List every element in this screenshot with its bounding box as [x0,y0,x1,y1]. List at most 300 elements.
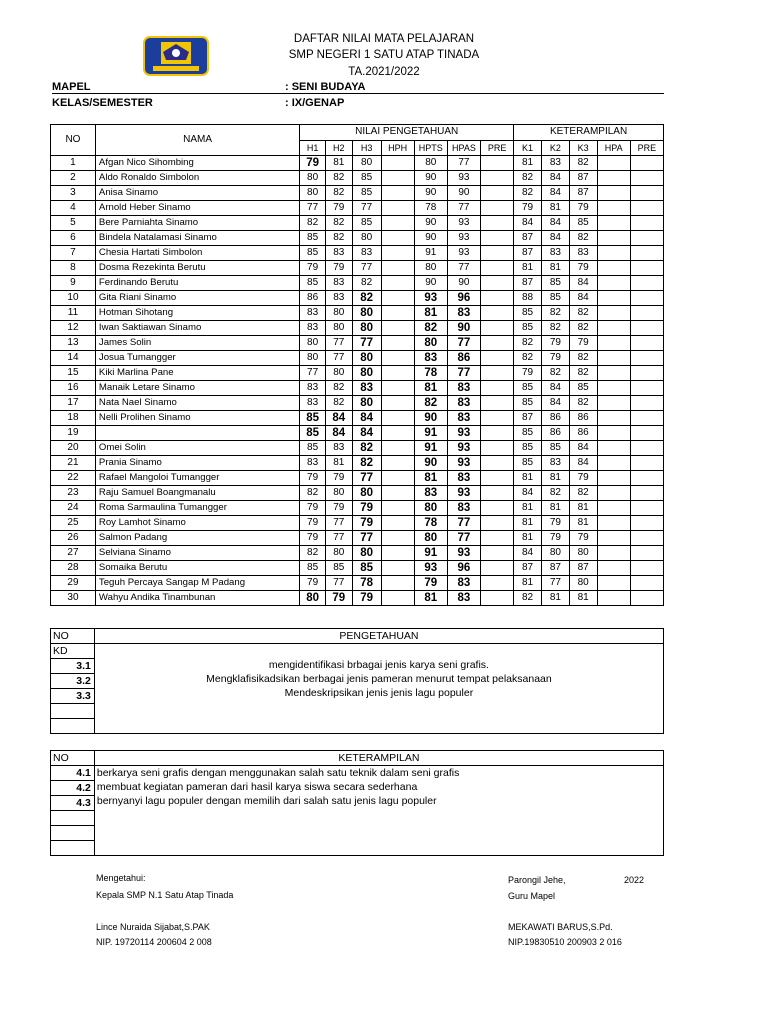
grade-cell: 91 [414,546,447,561]
grade-cell: 83 [447,411,480,426]
grade-cell: 78 [352,576,381,591]
grade-cell: 80 [300,591,326,606]
grade-cell: 86 [541,426,569,441]
grade-cell [597,381,630,396]
grade-cell: 82 [514,336,542,351]
grade-cell: 85 [541,441,569,456]
grade-cell: 79 [300,156,326,171]
grade-cell: 82 [325,216,352,231]
grade-cell: 80 [352,156,381,171]
grade-cell [630,591,663,606]
row-no: 25 [51,516,96,531]
grade-cell [630,351,663,366]
grade-cell: 81 [414,591,447,606]
subheader-hpas: HPAS [447,140,480,156]
grade-cell [630,186,663,201]
grade-cell: 77 [447,516,480,531]
row-no: 14 [51,351,96,366]
row-no: 10 [51,291,96,306]
grade-cell: 82 [325,231,352,246]
keterampilan-item-text: membuat kegiatan pameran dari hasil karya siswa secara sederhana [96,781,418,793]
grade-cell: 77 [541,576,569,591]
grade-cell [381,231,414,246]
grade-cell: 84 [541,396,569,411]
kelas-value: : IX/GENAP [285,97,345,109]
grade-cell [481,246,514,261]
grade-cell: 85 [352,561,381,576]
row-no: 24 [51,501,96,516]
grade-cell: 85 [514,396,542,411]
student-name: Wahyu Andika Tinambunan [95,591,299,606]
grade-cell [597,291,630,306]
pengetahuan-table [50,628,664,734]
grade-cell: 77 [325,516,352,531]
grade-cell [597,306,630,321]
grade-cell: 85 [325,561,352,576]
row-no: 19 [51,426,96,441]
grade-cell: 77 [325,576,352,591]
keterampilan-no-label: NO [51,751,95,766]
grade-cell: 87 [514,561,542,576]
grade-cell: 77 [325,336,352,351]
grade-cell [381,216,414,231]
grade-cell [381,591,414,606]
table-row [51,486,664,501]
student-name: Hotman Sihotang [95,306,299,321]
student-name: Dosma Rezekinta Berutu [95,261,299,276]
grade-cell: 85 [514,426,542,441]
grade-cell: 81 [569,591,597,606]
grade-cell: 83 [300,321,326,336]
student-name: Anisa Sinamo [95,186,299,201]
grade-cell [630,561,663,576]
pengetahuan-kd-label: KD [51,644,95,659]
table-row [51,531,664,546]
grade-cell [597,546,630,561]
grade-cell [481,276,514,291]
grade-cell: 79 [325,591,352,606]
row-no: 18 [51,411,96,426]
student-name: Chesia Hartati Simbolon [95,246,299,261]
grade-cell: 80 [352,366,381,381]
grade-cell: 90 [414,171,447,186]
table-row [51,201,664,216]
grade-cell: 80 [300,186,326,201]
grade-cell: 80 [352,546,381,561]
grade-cell: 85 [300,231,326,246]
table-row [51,591,664,606]
grade-cell: 77 [300,366,326,381]
grade-cell [481,501,514,516]
pengetahuan-kd-number: 3.2 [51,674,95,689]
grade-cell: 80 [325,546,352,561]
grade-cell [630,456,663,471]
grade-cell: 81 [541,201,569,216]
grade-cell [381,516,414,531]
grade-cell: 83 [569,246,597,261]
grade-cell [597,261,630,276]
grade-cell: 77 [325,351,352,366]
grade-cell [597,486,630,501]
subheader-hpts: HPTS [414,140,447,156]
grade-cell: 87 [569,171,597,186]
grade-cell: 83 [541,456,569,471]
grade-cell: 77 [447,366,480,381]
row-no: 26 [51,531,96,546]
grade-cell: 84 [541,381,569,396]
grade-cell [597,471,630,486]
grade-cell: 82 [325,171,352,186]
grade-cell: 84 [569,441,597,456]
grade-cell [481,216,514,231]
pengetahuan-title: PENGETAHUAN [94,629,663,644]
grade-cell: 83 [447,381,480,396]
table-row [51,576,664,591]
table-row [51,291,664,306]
grade-cell: 82 [541,366,569,381]
grade-cell: 81 [541,591,569,606]
student-name: Roma Sarmaulina Tumangger [95,501,299,516]
grade-cell: 79 [325,261,352,276]
grade-cell: 81 [514,261,542,276]
grade-cell: 77 [352,261,381,276]
grade-cell: 82 [569,396,597,411]
grade-cell [597,516,630,531]
grade-cell: 77 [352,201,381,216]
grade-cell: 86 [447,351,480,366]
grade-cell [381,441,414,456]
grade-cell: 84 [569,291,597,306]
grade-cell: 79 [300,501,326,516]
grade-cell [597,246,630,261]
grade-cell [597,216,630,231]
pengetahuan-no-label: NO [51,629,95,644]
grade-cell [481,456,514,471]
student-name: Arnold Heber Sinamo [95,201,299,216]
row-no: 27 [51,546,96,561]
grade-cell: 80 [325,306,352,321]
grade-cell: 83 [352,246,381,261]
grade-cell: 81 [325,456,352,471]
grade-cell: 77 [447,156,480,171]
grade-cell: 77 [447,261,480,276]
col-no-header: NO [51,125,96,156]
grade-cell [381,366,414,381]
student-name: Kiki Marlina Pane [95,366,299,381]
grade-cell: 83 [541,156,569,171]
grade-cell [630,471,663,486]
grade-cell [381,306,414,321]
grade-cell [481,516,514,531]
grade-cell [630,171,663,186]
grade-cell: 82 [300,486,326,501]
student-name: Nelli Prolihen Sinamo [95,411,299,426]
row-no: 30 [51,591,96,606]
grade-cell: 85 [300,426,326,441]
grade-cell: 86 [300,291,326,306]
grade-cell: 83 [300,456,326,471]
grade-cell: 93 [447,231,480,246]
grade-cell: 79 [300,471,326,486]
grade-cell [630,216,663,231]
grade-cell [381,531,414,546]
grade-cell: 79 [569,471,597,486]
grade-cell: 93 [447,486,480,501]
row-no: 7 [51,246,96,261]
grade-cell: 85 [352,186,381,201]
grade-cell: 78 [414,201,447,216]
grade-cell: 93 [447,216,480,231]
student-name: Gita Riani Sinamo [95,291,299,306]
grade-cell [481,291,514,306]
grade-cell [481,201,514,216]
grade-cell: 81 [514,501,542,516]
grade-cell [481,561,514,576]
grade-cell: 81 [514,471,542,486]
grade-cell [597,156,630,171]
grade-cell [481,471,514,486]
grade-cell: 85 [352,171,381,186]
table-row [51,216,664,231]
grade-cell: 82 [514,171,542,186]
grade-cell: 81 [514,531,542,546]
grade-cell [597,231,630,246]
grade-cell [381,276,414,291]
grade-cell: 77 [447,336,480,351]
grade-cell: 79 [352,501,381,516]
pengetahuan-text-cell [94,644,663,734]
grade-cell: 90 [414,186,447,201]
grade-cell: 79 [569,261,597,276]
grade-cell [381,171,414,186]
grade-cell: 81 [541,261,569,276]
grade-cell: 82 [541,486,569,501]
student-name: Teguh Percaya Sangap M Padang [95,576,299,591]
grade-cell: 80 [414,156,447,171]
sign-right-nip: NIP.19830510 200903 2 016 [508,937,622,947]
grade-cell [481,396,514,411]
subheader-h1: H1 [300,140,326,156]
grade-cell: 85 [541,276,569,291]
table-row [51,171,664,186]
grade-cell: 83 [447,501,480,516]
grade-cell: 86 [541,411,569,426]
grade-cell [481,261,514,276]
mapel-label: MAPEL [52,81,91,93]
student-name: James Solin [95,336,299,351]
subheader-pre: PRE [481,140,514,156]
grade-cell: 82 [300,546,326,561]
grade-cell [381,561,414,576]
grade-cell: 80 [300,336,326,351]
grade-cell [630,276,663,291]
grade-cell: 85 [514,441,542,456]
keterampilan-empty-cell [51,826,95,841]
grade-cell: 87 [569,186,597,201]
grade-cell: 82 [569,486,597,501]
grade-cell: 79 [541,531,569,546]
grade-cell: 84 [569,456,597,471]
keterampilan-kd-number: 4.3 [51,796,95,811]
grade-cell [381,156,414,171]
keterampilan-title: KETERAMPILAN [94,751,663,766]
table-row [51,516,664,531]
grade-cell: 85 [300,411,326,426]
grade-cell [597,396,630,411]
grade-cell [630,576,663,591]
grade-cell: 84 [514,216,542,231]
table-row [51,366,664,381]
subheader-k3: K3 [569,140,597,156]
sign-left-name: Lince Nuraida Sijabat,S.PAK [96,922,210,932]
grade-cell: 84 [541,216,569,231]
divider [52,93,664,94]
grade-cell: 82 [541,321,569,336]
grade-cell: 83 [300,306,326,321]
kelas-label: KELAS/SEMESTER [52,97,153,109]
grade-cell: 79 [300,261,326,276]
student-name: Roy Lamhot Sinamo [95,516,299,531]
student-name: Bindela Natalamasi Sinamo [95,231,299,246]
grade-cell [481,411,514,426]
table-row [51,441,664,456]
subheader-hpa: HPA [597,140,630,156]
grade-cell [630,411,663,426]
student-name: Raju Samuel Boangmanalu [95,486,299,501]
student-name: Ferdinando Berutu [95,276,299,291]
grade-cell: 85 [300,276,326,291]
grade-cell [630,441,663,456]
grade-cell: 81 [414,306,447,321]
grade-cell [597,591,630,606]
grade-cell [481,576,514,591]
grade-cell [481,381,514,396]
row-no: 15 [51,366,96,381]
grade-cell: 79 [352,591,381,606]
table-row [51,321,664,336]
table-row [51,261,664,276]
grade-cell [597,561,630,576]
table-row [51,306,664,321]
grade-cell: 85 [352,216,381,231]
grade-cell: 85 [569,381,597,396]
grade-cell: 80 [325,321,352,336]
mapel-value: : SENI BUDAYA [285,81,366,93]
grade-cell: 80 [352,231,381,246]
grade-cell: 79 [569,531,597,546]
table-row [51,426,664,441]
student-name: Nata Nael Sinamo [95,396,299,411]
grade-cell [630,531,663,546]
grade-cell: 82 [569,306,597,321]
grade-cell: 79 [569,336,597,351]
grade-cell: 87 [569,561,597,576]
grade-cell [597,366,630,381]
grade-cell [630,291,663,306]
grade-cell: 82 [569,231,597,246]
subheader-h3: H3 [352,140,381,156]
grade-cell: 80 [541,546,569,561]
grade-cell: 79 [325,501,352,516]
pengetahuan-kd-number: 3.1 [51,659,95,674]
grade-cell: 85 [514,321,542,336]
student-name: Josua Tumangger [95,351,299,366]
grade-cell: 83 [352,381,381,396]
grade-cell: 84 [352,426,381,441]
grade-cell: 79 [569,201,597,216]
grade-cell: 81 [541,471,569,486]
grade-cell: 79 [352,516,381,531]
grade-cell [481,426,514,441]
grade-cell: 77 [447,201,480,216]
group-keterampilan-header: KETERAMPILAN [514,125,664,141]
grade-cell: 87 [514,246,542,261]
grade-cell: 80 [414,531,447,546]
grade-cell: 79 [514,366,542,381]
grade-cell: 81 [414,471,447,486]
grade-cell [381,291,414,306]
grade-cell: 90 [447,321,480,336]
grade-cell: 77 [447,531,480,546]
student-name: Rafael Mangoloi Tumangger [95,471,299,486]
grade-cell: 90 [414,276,447,291]
grade-cell: 81 [514,576,542,591]
sign-right-place: Parongil Jehe, [508,875,566,885]
row-no: 28 [51,561,96,576]
grade-cell: 83 [325,276,352,291]
row-no: 12 [51,321,96,336]
grade-cell: 80 [300,351,326,366]
grade-cell: 83 [414,486,447,501]
grade-cell: 83 [447,396,480,411]
grade-cell: 82 [569,156,597,171]
grade-cell [381,501,414,516]
grade-cell: 84 [541,171,569,186]
table-row [51,561,664,576]
grade-cell [481,156,514,171]
grade-cell: 84 [325,426,352,441]
grade-cell [597,171,630,186]
grade-cell: 85 [300,246,326,261]
subheader-hph: HPH [381,140,414,156]
grade-cell: 78 [414,366,447,381]
grade-cell: 82 [414,321,447,336]
grade-cell [630,321,663,336]
grade-cell [597,411,630,426]
grade-cell: 77 [325,531,352,546]
grade-cell: 85 [569,216,597,231]
grade-cell: 82 [352,291,381,306]
grade-cell [630,261,663,276]
title-line2: SMP NEGERI 1 SATU ATAP TINADA [288,49,480,61]
grade-cell: 82 [352,456,381,471]
table-row [51,471,664,486]
grade-cell [630,501,663,516]
table-row [51,231,664,246]
grade-cell [630,246,663,261]
grade-cell: 77 [352,531,381,546]
grade-cell [597,276,630,291]
grade-cell: 96 [447,291,480,306]
grade-cell: 85 [300,561,326,576]
grade-cell: 83 [325,246,352,261]
grade-cell [597,321,630,336]
group-pengetahuan-header: NILAI PENGETAHUAN [300,125,514,141]
grade-cell: 79 [541,336,569,351]
grade-cell: 83 [447,471,480,486]
grade-cell: 80 [414,261,447,276]
keterampilan-kd-number: 4.1 [51,766,95,781]
